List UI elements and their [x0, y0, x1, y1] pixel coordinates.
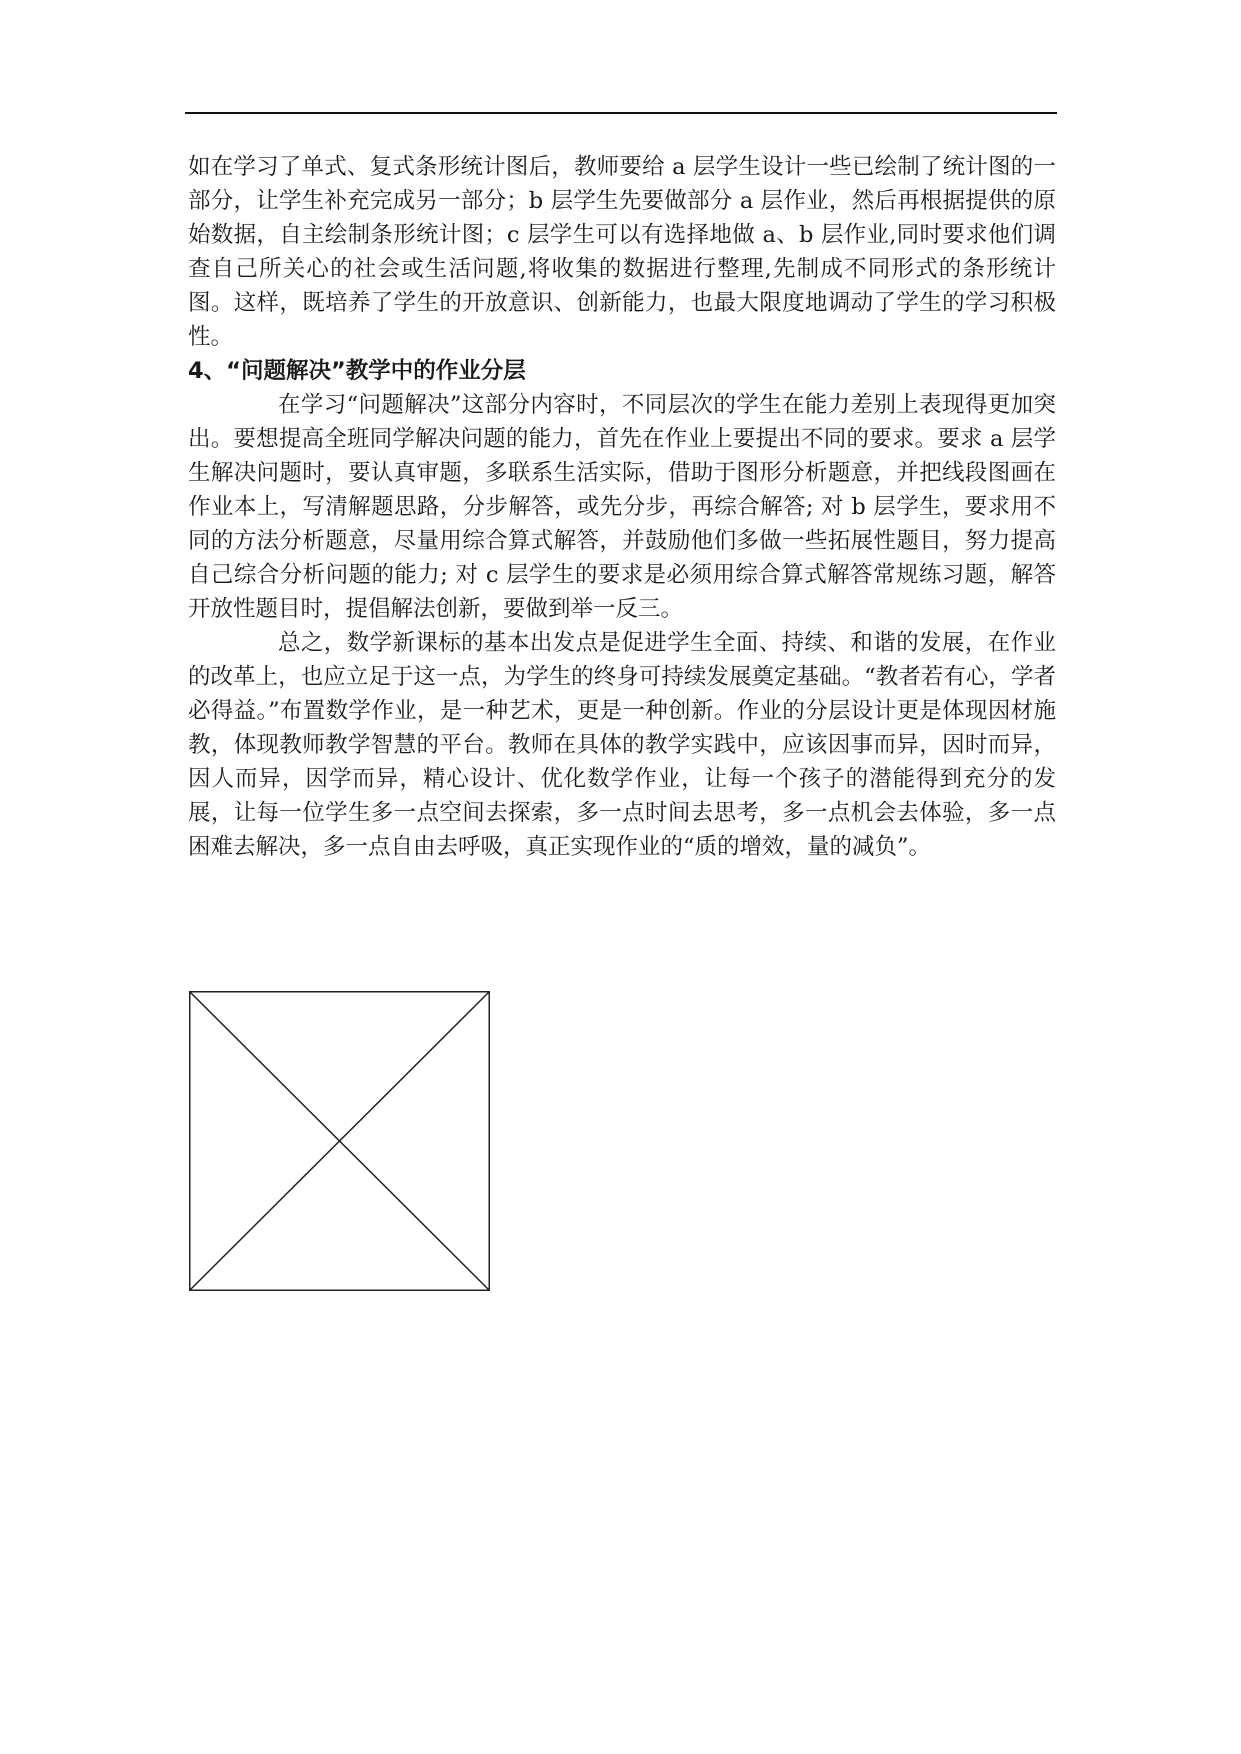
document-body — [188, 150, 1056, 864]
header-rule — [185, 112, 1057, 114]
image-placeholder-graphic — [189, 991, 490, 1291]
section-heading-problem-solving: 4、“问题解决”教学中的作业分层 — [188, 358, 526, 384]
image-placeholder-icon — [189, 991, 490, 1291]
paragraph-problem-solving: 在学习“问题解决”这部分内容时，不同层次的学生在能力差别上表现得更加突出。要想提高全班同学解决问题的能力，首先在作业上要提出不同的要求。要求 a 层学生解决问题时，要认真审题，多联系生活实际，借助于图形分析题意，并把线段图画在作业本上，写清解题思路，分步解答，或先分步，再综合解答; 对 b 层学生，要求用不同的方法分析题意，尽量用综合算式解答，并鼓励他们多做一些拓展性题目，努力提高自己综合分析问题的能力; 对 c 层学生的要求是必须用综合算式解答常规练习题，解答开放性题目时，提倡解法创新，要做到举一反三。 — [188, 392, 1056, 622]
paragraph-conclusion: 总之，数学新课标的基本出发点是促进学生全面、持续、和谐的发展，在作业的改革上，也应立足于这一点，为学生的终身可持续发展奠定基础。“教者若有心，学者必得益。”布置数学作业，是一种艺术，更是一种创新。作业的分层设计更是体现因材施教，体现教师教学智慧的平台。教师在具体的教学实践中，应该因事而异，因时而异，因人而异，因学而异，精心设计、优化数学作业，让每一个孩子的潜能得到充分的发展，让每一位学生多一点空间去探索，多一点时间去思考，多一点机会去体验，多一点困难去解决，多一点自由去呼吸，真正实现作业的“质的增效，量的减负”。 — [188, 630, 1056, 860]
paragraph-statistics-chart: 如在学习了单式、复式条形统计图后，教师要给 a 层学生设计一些已绘制了统计图的一部分，让学生补充完成另一部分；b 层学生先要做部分 a 层作业，然后再根据提供的原始数据，自主绘制条形统计图；c 层学生可以有选择地做 a、b 层作业,同时要求他们调查自己所关心的社会或生活问题,将收集的数据进行整理,先制成不同形式的条形统计图。这样，既培养了学生的开放意识、创新能力，也最大限度地调动了学生的学习积极性。 — [188, 154, 1056, 350]
